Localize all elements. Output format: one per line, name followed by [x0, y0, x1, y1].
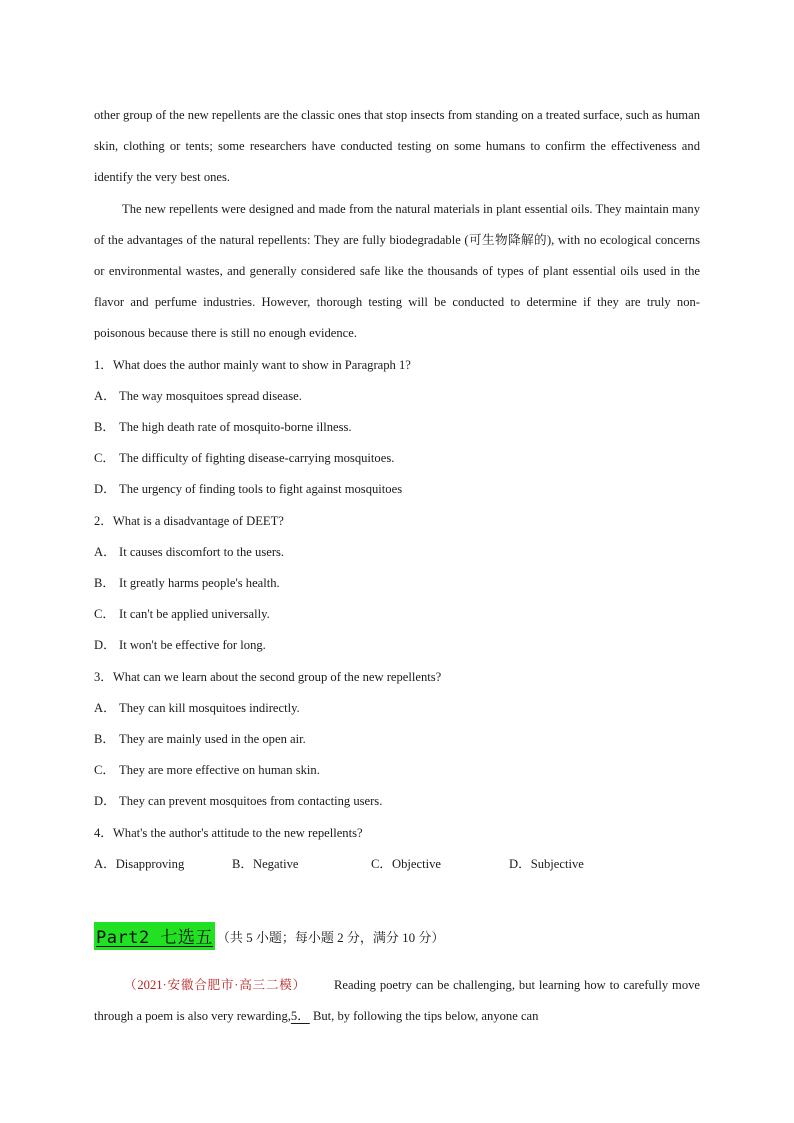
option-a: A． They can kill mosquitoes indirectly. — [94, 700, 300, 715]
question-stem: 2．What is a disadvantage of DEET? — [94, 513, 284, 528]
intro-text-start: Reading poetry can be challenging, but learning how to carefully move through a poem is also very rewarding, — [94, 977, 700, 1023]
option-c: C．Objective — [371, 856, 441, 871]
passage-paragraph-2: The new repellents were designed and made from the natural materials in plant essential oils. They maintain many of the advantages of the natural repellents: They are fully biodegradable (可生物降解的), with no ecological concerns or environmental wastes, and generally considered safe like the thousands of types of plant essential oils used in the flavor and perfume industries. However, thorough testing will be conducted to determine if they are truly non-poisonous because there is still no enough evidence. — [94, 201, 700, 341]
option-c: C． They are more effective on human skin. — [94, 763, 320, 778]
option-d: D． They can prevent mosquitoes from contacting users. — [94, 794, 383, 809]
option-d: D． The urgency of finding tools to fight against mosquitoes — [94, 482, 403, 497]
option-a: A．Disapproving — [94, 856, 185, 871]
part2-intro — [94, 970, 700, 1032]
option-c: C． The difficulty of fighting disease-carrying mosquitoes. — [94, 451, 395, 466]
option-d: D． It won't be effective for long. — [94, 638, 266, 653]
part2-heading — [94, 922, 444, 950]
document-body — [94, 100, 700, 880]
blank-5: 5． — [290, 1008, 310, 1023]
option-b: B． It greatly harms people's health. — [94, 576, 280, 591]
question-2 — [94, 506, 700, 662]
option-b: B．Negative — [232, 856, 299, 871]
option-b: B． They are mainly used in the open air. — [94, 732, 306, 747]
question-stem: 3．What can we learn about the second group of the new repellents? — [94, 669, 442, 684]
question-stem: 4．What's the author's attitude to the new repellents? — [94, 825, 363, 840]
passage-paragraph-1: other group of the new repellents are the classic ones that stop insects from standing on a treated surface, such as human skin, clothing or tents; some researchers have conducted testing on some humans to confirm the effectiveness and identify the very best ones. — [94, 108, 700, 185]
question-1 — [94, 350, 700, 506]
part2-label: Part2 七选五 — [94, 922, 215, 950]
option-c: C． It can't be applied universally. — [94, 607, 270, 622]
option-a: A． The way mosquitoes spread disease. — [94, 388, 302, 403]
question-stem: 1．What does the author mainly want to show in Paragraph 1? — [94, 357, 411, 372]
question-4 — [94, 818, 700, 880]
intro-text-end: But, by following the tips below, anyone can — [309, 1008, 539, 1023]
part2-description: （共 5 小题；每小题 2 分，满分 10 分） — [216, 929, 445, 945]
source-citation: （2021·安徽合肥市·高三二模） — [124, 977, 306, 992]
question-3 — [94, 662, 700, 818]
option-d: D．Subjective — [509, 856, 584, 871]
option-a: A． It causes discomfort to the users. — [94, 544, 285, 559]
option-b: B． The high death rate of mosquito-borne illness. — [94, 420, 352, 435]
options-row — [94, 849, 700, 880]
